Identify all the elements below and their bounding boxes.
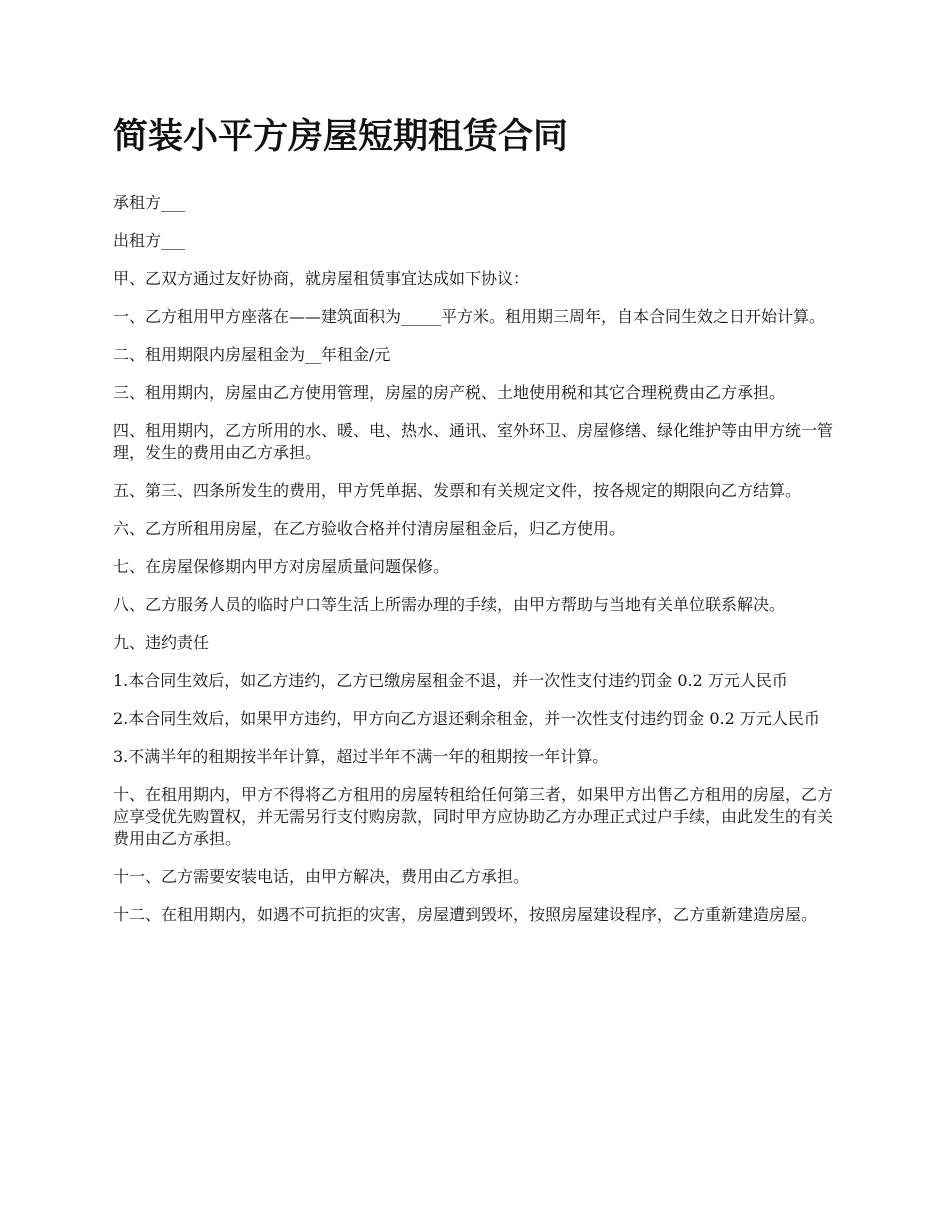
clause-2: 二、租用期限内房屋租金为__年租金/元 [113,345,391,364]
clause-9-item-1: 1.本合同生效后，如乙方违约，乙方已缴房屋租金不退，并一次性支付违约罚金 0.2 万元人民币 [113,671,788,690]
clause-11: 十一、乙方需要安装电话，由甲方解决，费用由乙方承担。 [113,867,530,886]
clause-8: 八、乙方服务人员的临时户口等生活上所需办理的手续，由甲方帮助与当地有关单位联系解决。 [113,595,786,614]
clause-10: 十、在租用期内，甲方不得将乙方租用的房屋转租给任何第三者，如果甲方出售乙方租用的房屋，乙方应享受优先购置权，并无需另行支付购房款，同时甲方应协助乙方办理正式过户手续，由此发生的有关费用由乙方承担。 [113,785,834,848]
clause-9-item-2: 2.本合同生效后，如果甲方违约，甲方向乙方退还剩余租金，并一次性支付违约罚金 0.2 万元人民币 [113,709,820,728]
tenant-line: 承租方___ [113,193,186,212]
clause-9-item-3: 3.不满半年的租期按半年计算，超过半年不满一年的租期按一年计算。 [113,747,609,766]
contract-page [113,112,840,942]
page-title: 简装小平方房屋短期租赁合同 [113,116,569,157]
clause-6: 六、乙方所租用房屋，在乙方验收合格并付清房屋租金后，归乙方使用。 [113,519,626,538]
clause-4: 四、租用期内，乙方所用的水、暖、电、热水、通讯、室外环卫、房屋修缮、绿化维护等由甲方统一管理，发生的费用由乙方承担。 [113,421,834,462]
landlord-line: 出租方___ [113,231,186,250]
clause-12: 十二、在租用期内，如遇不可抗拒的灾害，房屋遭到毁坏，按照房屋建设程序，乙方重新建造房屋。 [113,905,818,924]
clause-5: 五、第三、四条所发生的费用，甲方凭单据、发票和有关规定文件，按各规定的期限向乙方结算。 [113,481,802,500]
clause-3: 三、租用期内，房屋由乙方使用管理，房屋的房产税、土地使用税和其它合理税费由乙方承担。 [113,383,786,402]
clause-9-heading: 九、违约责任 [113,633,210,652]
agreement-intro: 甲、乙双方通过友好协商，就房屋租赁事宜达成如下协议： [113,269,530,288]
clause-1: 一、乙方租用甲方座落在——建筑面积为_____平方米。租用期三周年，自本合同生效之日开始计算。 [113,307,826,326]
clause-7: 七、在房屋保修期内甲方对房屋质量问题保修。 [113,557,450,576]
